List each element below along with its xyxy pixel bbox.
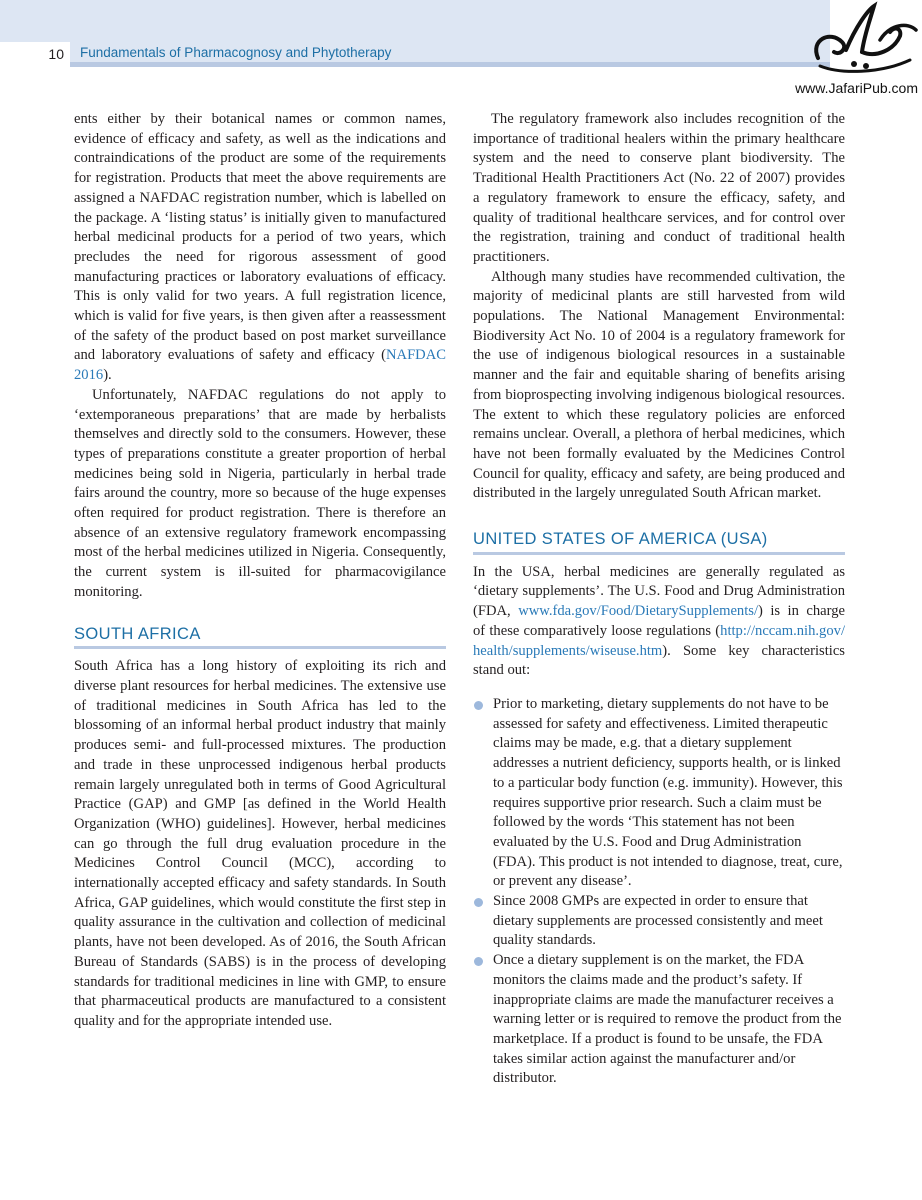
section-heading-south-africa: SOUTH AFRICA [74, 625, 446, 650]
bullet-list [473, 695, 845, 1089]
paragraph: Unfortunately, NAFDAC regulations do not apply to ‘extemporaneous preparations’ that are made by herbalists themselves and directly sold to the consumers. However, these types of preparations constitute a greater proportion of herbal medicines being sold in Nigeria, particularly in herbal trade fairs around the country, more so because of the huge expenses often required for product registration. There is therefore an absence of an extensive regulatory framework encompassing most of the herbal medicines utilized in Nigeria. Consequently, the current system is ill-suited for pharmacovigilance monitoring. [74, 386, 446, 600]
bullet-icon [474, 701, 483, 710]
bullet-icon [474, 898, 483, 907]
paragraph: In the USA, herbal medicines are generally regulated as ‘dietary supplements’. The U.S. Food and Drug Administration (FDA, www.fda.gov/Food/DietarySupplements/) is in charge of these comparatively loose regulations (http://nccam.nih.gov/health/supplements/wiseuse.htm). Some key characteristics stand out: [473, 563, 846, 679]
fda-link[interactable]: www.fda.gov/Food/DietarySupplements/ [518, 603, 759, 620]
paragraph: The regulatory framework also includes recognition of the importance of traditional healers within the primary healthcare system and the need to conserve plant biodiversity. The Traditional Health Practitioners Act (No. 22 of 2007) provides a regulatory framework to ensure the efficacy, safety, and quality of traditional healthcare services, and for control over the registration, training and conduct of traditional health practitioners. [473, 111, 845, 265]
publisher-url: www.JafariPub.com [795, 80, 918, 96]
list-item: Once a dietary supplement is on the market, the FDA monitors the claims made and the product’s safety. If inappropriate claims are made the manufacturer receives a warning letter or is required to remove the product from the marketplace. If a product is found to be unsafe, the FDA takes similar action against the manufacturer and/or distributor. [473, 951, 845, 1089]
paragraph: Although many studies have recommended cultivation, the majority of medicinal plants are still harvested from wild populations. The National Management Environmental: Biodiversity Act No. 10 of 2004 is a regulatory framework for the use of indigenous biological resources in a sustainable manner and the fair and equitable sharing of benefits arising from bioprospecting involving indigenous biological resources. The extent to which these regulatory policies are enforced remains unclear. Overall, a plethora of herbal medicines, which have not been formally evaluated by the Medicines Control Council for quality, efficacy and safety, are being produced and distributed in the largely unregulated South African market. [473, 268, 845, 502]
paragraph: ents either by their botanical names or common names, evidence of efficacy and safety, as well as the indications and contraindications of the product are some of the requirements for registration. Products that meet the above requirements are assigned a NAFDAC registration number, which is labelled on the package. A ‘listing status’ is initially given to manufactured herbal medicinal products for a period of two years, which precludes the need for rigorous assessment of good manufacturing practices or laboratory evaluations of efficacy. This is only valid for two years. A full registration licence, which is valid for five years, is then given after a reassessment of the safety of the product based on post market surveillance and laboratory evaluations of safety and efficacy (NAFDAC 2016). [74, 111, 446, 384]
right-column [473, 110, 845, 1089]
nccam-link[interactable]: http://nccam.nih.gov/health/supplements/wiseuse.htm [473, 622, 845, 659]
header-rule [0, 62, 830, 67]
paragraph: South Africa has a long history of exploiting its rich and diverse plant resources for herbal medicines. The extensive use of traditional medicines in South Africa has led to the blossoming of an informal herbal product industry that mainly produces semi- and full-processed mixtures. The production and trade in these unprocessed indigenous herbal products remain largely unregulated both in terms of Good Agricultural Practice (GAP) and GMP [as defined in the World Health Organization (WHO) guidelines]. However, herbal medicines can go through the full drug evaluation procedure in the Medicines Control Council (MCC), according to internationally accepted efficacy and safety standards. In South Africa, GAP guidelines, which would constitute the first step in quality assurance in the cultivation and collection of medicinal plants, have not been developed. As of 2016, the South African Bureau of Standards (SABS) is in the process of developing standards for traditional medicines in line with GMP, to ensure that pharmaceutical products are manufactured to a consistent quality and for the appropriate intended use. [74, 658, 446, 1029]
calligraphy-logo-icon [790, 0, 922, 80]
bullet-icon [474, 957, 483, 966]
list-item: Prior to marketing, dietary supplements do not have to be assessed for safety and effectiveness. Limited therapeutic claims may be made, e.g. that a dietary supplement addresses a nutrient deficiency, supports health, or is linked to a particular body function (e.g. immunity). However, this requires supportive prior research. Such a claim must be followed by the words ‘This statement has not been evaluated by the U.S. Food and Drug Administration (FDA). This product is not intended to diagnose, treat, cure, or prevent any disease’. [473, 695, 845, 892]
list-item: Since 2008 GMPs are expected in order to ensure that dietary supplements are processed consistently and meet quality standards. [473, 892, 845, 951]
section-heading-usa: UNITED STATES OF AMERICA (USA) [473, 530, 845, 555]
left-column [74, 110, 446, 1032]
running-title: Fundamentals of Pharmacognosy and Phytotherapy [80, 45, 392, 60]
publisher-logo [790, 0, 922, 105]
page-number: 10 [0, 42, 70, 67]
citation-link[interactable]: NAFDAC 2016 [74, 347, 446, 384]
